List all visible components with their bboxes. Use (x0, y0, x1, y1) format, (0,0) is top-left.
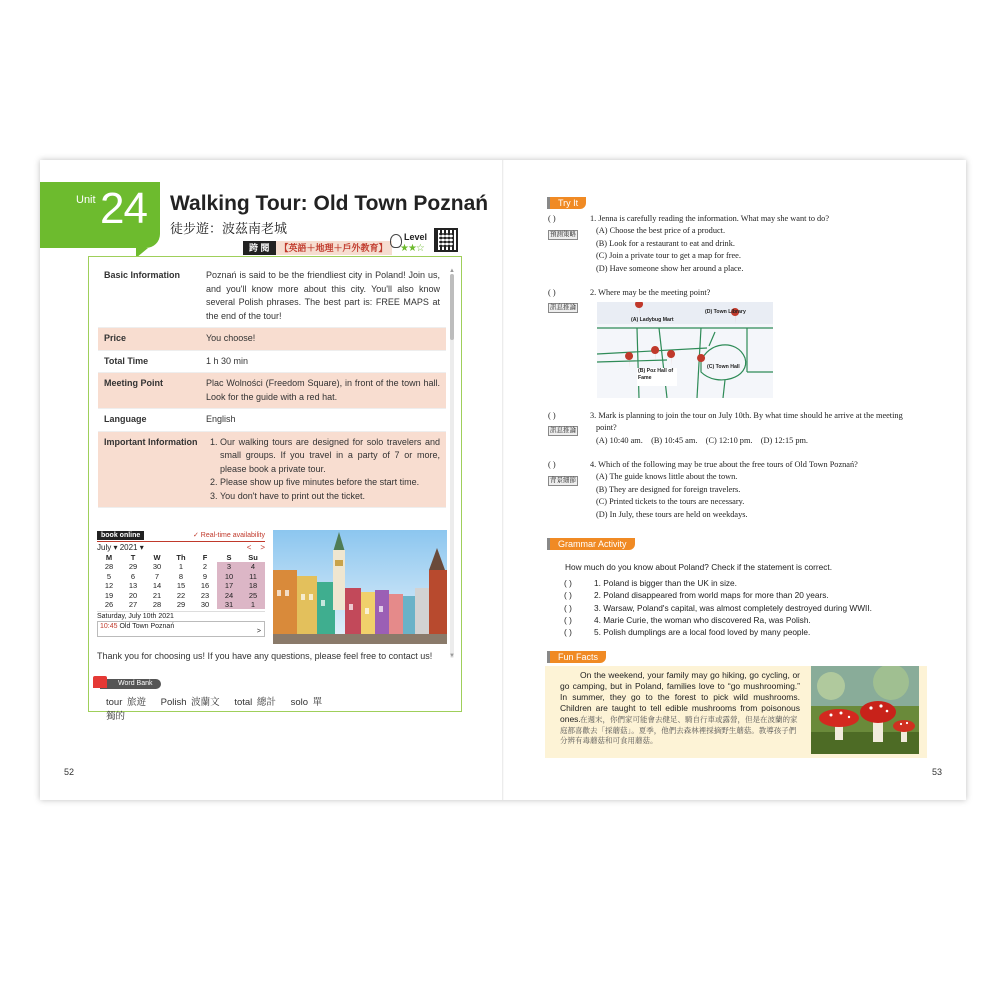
calendar-day[interactable]: 4 (241, 562, 265, 571)
calendar-day[interactable]: 24 (217, 591, 241, 600)
list-item: ( ) 5. Polish dumplings are a local food loved by many people. (564, 627, 811, 638)
map-label-d: (D) Town Library (705, 309, 746, 315)
calendar-day[interactable]: 25 (241, 591, 265, 600)
calendar-day[interactable]: 1 (241, 600, 265, 609)
grammar-intro: How much do you know about Poland? Check if the statement is correct. (565, 562, 833, 572)
weekday-header: T (130, 553, 136, 562)
weekday-header: Th (176, 553, 186, 562)
calendar-day[interactable]: 8 (178, 571, 184, 581)
weekday-header: Su (248, 553, 258, 562)
calendar-day[interactable]: 12 (104, 581, 114, 591)
calendar-day[interactable]: 11 (241, 572, 265, 581)
tour-time-select[interactable] (97, 621, 265, 637)
calendar-day[interactable]: 10 (217, 572, 241, 581)
calendar-day[interactable]: 30 (152, 562, 162, 572)
word-bank (90, 676, 330, 722)
try-it-header: Try It (550, 197, 586, 209)
grammar-list (564, 577, 872, 638)
calendar-day[interactable]: 22 (176, 590, 186, 600)
old-town-photo (273, 530, 447, 644)
scroll-up-icon[interactable]: ▲ (449, 268, 455, 274)
scrollbar[interactable] (450, 274, 454, 658)
book-online-label: book online (97, 531, 144, 540)
fun-facts-chinese: 在週末，你們家可能會去健足、騎自行車或露營，但是在波蘭的家庭都喜歡去「採蘑菇」。夏季，他們去森林裡採摘野生蘑菇。教導孩子們分辨有毒蘑菇和可食用蘑菇。 (560, 715, 798, 745)
list-item: ( ) 4. Marie Curie, the woman who discovered Ra, was Polish. (564, 614, 811, 625)
calendar-day[interactable]: 18 (241, 581, 265, 590)
town-map (597, 302, 773, 398)
map-label-b: (B) Poz Hall of Fame (638, 368, 674, 381)
word-bank-item: tour 旅遊 (106, 697, 147, 708)
calendar-nav[interactable]: < > (246, 543, 265, 552)
calendar-day[interactable]: 7 (154, 571, 160, 581)
word-bank-label: Word Bank (100, 679, 161, 689)
page-number-right: 53 (932, 767, 943, 777)
calendar-day[interactable]: 20 (128, 590, 138, 600)
thanks-message: Thank you for choosing us! If you have any questions, please feel free to contact us! (97, 651, 433, 661)
calendar-day[interactable]: 29 (176, 600, 186, 610)
page-title: Walking Tour: Old Town Poznań (170, 192, 489, 215)
weekday-header: F (202, 553, 208, 562)
calendar-day[interactable]: 5 (106, 571, 112, 581)
list-item: ( ) 3. Warsaw, Poland's capital, was almost completely destroyed during WWII. (564, 602, 872, 613)
qr-code-icon[interactable] (434, 228, 458, 252)
tour-time: 10:45 (100, 623, 118, 631)
skill-label: 訊息推論 (550, 304, 576, 311)
weekday-header: M (105, 553, 113, 562)
calendar-day[interactable]: 19 (104, 590, 114, 600)
calendar-day[interactable]: 21 (152, 590, 162, 600)
level-label: Level (404, 232, 428, 242)
question-4: ( ) 4. Which of the following may be true about the free tours of Old Town Poznań? (A) The guide knows little about the town. (B) They are designed for foreign travelers. (C) Printed tickets to the tours are necessary. (D) In July, these tours are held on weekdays. (548, 460, 858, 519)
calendar-day[interactable]: 30 (200, 600, 210, 610)
word-bank-item: Polish 波蘭文 (160, 697, 220, 708)
book-icon (93, 676, 107, 688)
question-3: ( ) 3. Mark is planning to join the tour on July 10th. By what time should he arrive at the meeting point? (A) 10:40 am. (B) 10:45 am. (C) 12:10 pm. (D) 12:15 pm. (548, 411, 903, 445)
calendar-grid (97, 553, 265, 609)
scroll-down-icon[interactable]: ▼ (449, 653, 455, 659)
question-2: ( ) 2. Where may be the meeting point? (548, 288, 711, 297)
calendar-day[interactable]: 9 (202, 571, 208, 581)
map-label-a: (A) Ladybug Mart (631, 317, 674, 323)
weekday-header: W (153, 553, 161, 562)
table-row: Price You choose! (98, 328, 446, 351)
fun-facts-english: On the weekend, your family may go hiking, go cycling, or go camping, but in Poland, families love to “go mushrooming.” In summer, they go to the forest to pick wild mushrooms. Children are taught to tell edible mushrooms from poisonous ones. (560, 670, 800, 724)
calendar-day[interactable]: 15 (176, 581, 186, 591)
subject-tag (243, 241, 392, 255)
unit-number: 24 (100, 184, 147, 233)
table-row: Language English (98, 409, 446, 432)
calendar-day[interactable]: 16 (200, 581, 210, 591)
calendar-day[interactable]: 2 (202, 562, 208, 572)
table-row: Total Time 1 h 30 min (98, 351, 446, 374)
calendar-day[interactable]: 27 (128, 600, 138, 610)
unit-label: Unit (76, 194, 96, 206)
calendar-day[interactable]: 13 (128, 581, 138, 591)
skill-label: 訊息推論 (550, 427, 576, 434)
calendar-day[interactable]: 28 (104, 562, 114, 572)
calendar-day[interactable]: 23 (200, 590, 210, 600)
calendar-day[interactable]: 17 (217, 581, 241, 590)
list-item: 2. Please show up five minutes before the start time. (220, 476, 440, 490)
list-item: ( ) 2. Poland disappeared from world maps for more than 20 years. (564, 590, 829, 601)
mushroom-photo (811, 666, 919, 754)
selected-date: Saturday, July 10th 2021 (97, 611, 265, 620)
scrollbar-thumb[interactable] (450, 274, 454, 340)
list-item: 3. You don't have to print out the ticket. (220, 490, 440, 504)
page-subtitle: 徒步遊：波茲南老城 (170, 221, 288, 236)
grammar-activity-header: Grammar Activity (550, 538, 635, 550)
question-1: ( ) 1. Jenna is carefully reading the information. What may she want to do? (A) Choose the best price of a product. (B) Look for a restaurant to eat and drink. (C) Join a private tour to get a map for free. (D) Have someone show her around a place. (548, 214, 830, 273)
level-stars: ★★☆ (400, 243, 424, 254)
year-select[interactable]: 2021 ▾ (119, 543, 144, 552)
calendar-day[interactable]: 3 (217, 562, 241, 571)
word-bank-item: solo 單獨的 (106, 697, 323, 722)
table-row: Basic Information Poznań is said to be the friendliest city in Poland! Join us, and you'll know more about this city. You'll also know several Polish phrases. The best part is: FREE MAPS at the end of the tour! (98, 265, 446, 328)
weekday-header: S (226, 553, 232, 562)
fun-facts-header: Fun Facts (550, 651, 606, 663)
list-item: ( ) 1. Poland is bigger than the UK in size. (564, 578, 737, 588)
calendar-day[interactable]: 28 (152, 600, 162, 610)
tour-name: Old Town Poznań (119, 623, 175, 631)
book-spread (40, 160, 966, 800)
info-table (98, 265, 446, 508)
booking-calendar (97, 530, 265, 644)
calendar-day[interactable]: 14 (152, 581, 162, 591)
realtime-availability: ✓ Real-time availability (193, 532, 265, 539)
month-select[interactable]: July ▾ (97, 543, 118, 552)
calendar-day[interactable]: 1 (178, 562, 184, 572)
table-row: Meeting Point Plac Wolności (Freedom Square), in front of the town hall. Look for the guide with a red hat. (98, 373, 446, 409)
table-row-important: Important Information 1. Our walking tours are designed for solo travelers and small groups. If you travel in a party of 7 or more, please book a private tour. 2. Please show up five minutes before the start time. 3. You don't have to print out the ticket. (98, 432, 446, 509)
calendar-day[interactable]: 29 (128, 562, 138, 572)
word-bank-item: total 總計 (234, 697, 276, 708)
level-indicator (390, 232, 432, 256)
page-number-left: 52 (64, 767, 75, 777)
skill-label: 背景細節 (550, 477, 576, 484)
gutter (502, 160, 504, 800)
calendar-day[interactable]: 6 (130, 571, 136, 581)
skill-label: 預測策略 (550, 231, 576, 238)
calendar-day[interactable]: 31 (217, 600, 241, 609)
map-label-c: (C) Town Hall (707, 364, 740, 370)
chevron-right-icon: > (256, 628, 261, 636)
tag-subjects: 【英語＋地理＋戶外教育】 (276, 241, 392, 255)
calendar-day[interactable]: 26 (104, 600, 114, 610)
list-item: 1. Our walking tours are designed for solo travelers and small groups. If you travel in a party of 7 or more, please book a private tour. (220, 436, 440, 477)
tag-cross-reading: 跨 閱 (243, 241, 276, 255)
